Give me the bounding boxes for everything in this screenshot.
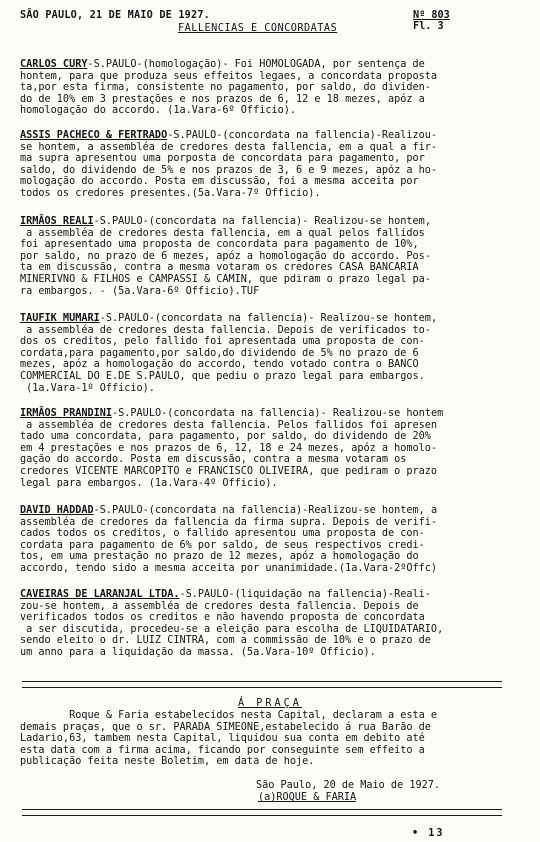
notice-line: Roque & Faria estabelecidos nesta Capital, declaram a esta e <box>20 710 438 721</box>
notice-line: Ladario,63, tambem nesta Capital, liquidou sua conta em debito até <box>20 733 425 745</box>
divider-rule <box>22 687 502 688</box>
bulletin-date: SÃO PAULO, 21 DE MAIO DE 1927. <box>20 10 211 21</box>
entry-carlos-cury <box>20 59 494 117</box>
entry-name: DAVID HADDAD <box>20 505 94 516</box>
footer-mark: • 13 <box>412 828 445 839</box>
entry-line: homologação do accordo. (1a.Vara-6º Officio). <box>20 105 297 117</box>
notice-line: demais praças, que o sr. PARADA SIMEONE,estabelecido á rua Barão de <box>20 721 431 733</box>
entry-irmaos-reali <box>20 216 494 297</box>
page-folio: Fl. 3 <box>413 21 444 32</box>
entry-line: a assembléa de credores desta fallencia. Pelos fallidos foi apresen <box>20 419 438 431</box>
entry-first-line: -S.PAULO-(concordata na fallencia)-Realizou- <box>167 130 438 141</box>
entry-line: tos, em uma prestação no prazo de 12 mezes, apóz a homologação do <box>20 551 419 563</box>
entry-name: ASSIS PACHECO & FERTRADO <box>20 130 168 141</box>
entry-line: mezes, apóz a homologação do accordo, tendo votado contra o BANCO <box>20 359 419 371</box>
divider-rule <box>22 809 502 810</box>
entry-line: sendo eleito o dr. LUIZ CINTRA, com a commissão de 10% e o prazo de <box>20 635 431 647</box>
entry-name: TAUFIK MUMARI <box>20 313 100 324</box>
entry-line: cados todos os creditos, o fallido apresentou uma proposta de con- <box>20 528 425 540</box>
entry-line: cordata,para pagamento,por saldo,do dividendo de 5% no prazo de 6 <box>20 347 419 359</box>
entry-line: a assembléa de credores desta fallencia, em a qual pelos fallidos <box>20 227 425 239</box>
entry-line: um anno para a liquidação da massa. (5a.Vara-10º Officio). <box>20 646 376 658</box>
entry-line: assembléa de credores da fallencia da firma supra. Depois de verifi- <box>20 516 438 528</box>
divider-rule <box>22 681 502 682</box>
entry-first-line: -S.PAULO-(concordata na fallencia)- Realizou-se hontem <box>112 408 444 419</box>
entry-line: ta em discussão, contra a mesma votaram os credores CASA BANCARIA <box>20 262 419 274</box>
entry-line: saldo, do dividendo de 5% e nos prazos de 3, 6 e 9 mezes, apóz a ho- <box>20 164 438 176</box>
entry-line: zou-se hontem, a assembléa de credores desta fallencia. Depois de <box>20 600 419 612</box>
entry-first-line: -S.PAULO-(concordata na fallencia)- Realizou-se hontem, <box>93 216 431 227</box>
entry-taufik-mumari <box>20 313 494 394</box>
entry-line: accordo, tendo sido a mesma acceita por unanimidade.(1a.Vara-2ºOffc) <box>20 562 438 574</box>
entry-name: IRMÃOS PRANDINI <box>20 408 113 419</box>
entry-line: verificados todos os creditos e não havendo proposta de concordata <box>20 612 425 624</box>
entry-name: CAVEIRAS DE LARANJAL LTDA. <box>20 589 180 600</box>
entry-assis-pacheco <box>20 130 494 200</box>
entry-line: credores VICENTE MARCOPITO e FRANCISCO OLIVEIRA, que pediram o prazo <box>20 465 438 477</box>
entry-line: tado uma concordata, para pagamento, por saldo, do dividendo de 20% <box>20 431 431 443</box>
entry-line: a ser discutida, procedeu-se a eleição para escolha de LIQUIDATARIO, <box>20 623 444 635</box>
entry-david-haddad <box>20 505 494 575</box>
entry-first-line: -S.PAULO-(homologação)- Foi HOMOLOGADA, por sentença de <box>87 59 425 70</box>
entry-line: (1a.Vara-1º Officio). <box>20 382 155 394</box>
notice-body <box>20 710 500 768</box>
entry-line: ra embargos. - (5a.Vara-6º Officio).TUF <box>20 285 260 297</box>
entry-line: a assembléa de credores desta fallencia. Depois de verificados to- <box>20 324 431 336</box>
entry-line: se hontem, a assembléa de credores desta fallencia, em a qual a fir- <box>20 141 438 153</box>
entry-line: todos os credores presentes.(5a.Vara-7º Officio). <box>20 187 321 199</box>
entry-line: hontem, para que produza seus effeitos legaes, a concordata proposta <box>20 70 438 82</box>
entry-line: do de 10% em 3 prestações e nos prazos de 6, 12 e 18 mezes, apóz a <box>20 93 425 105</box>
entry-line: mologação do accordo. Posta em discussão, foi a mesma acceita por <box>20 176 419 188</box>
entry-line: COMMERCIAL DO E.DE S.PAULO, que pediu o prazo legal para embargos. <box>20 370 425 382</box>
entry-line: foi apresentado uma proposta de concordata para pagamento de 10%, <box>20 239 419 251</box>
entry-line: por saldo, no prazo de 6 mezes, apóz a homologação do accordo. Pos- <box>20 250 431 262</box>
notice-line: esta data com a firma acima, ficando por conseguinte sem effeito a <box>20 744 425 756</box>
notice-title: Á PRAÇA <box>238 698 302 709</box>
entry-line: cordata para pagamento de 6% por saldo, de seus respectivos credi- <box>20 539 425 551</box>
bulletin-number: Nº 803 <box>413 10 450 21</box>
entry-first-line: -S.PAULO-(concordata na fallencia)-Realizou-se hontem, a <box>93 505 438 516</box>
entry-irmaos-prandini <box>20 408 494 489</box>
notice-date: São Paulo, 20 de Maio de 1927. <box>256 780 441 791</box>
entry-line: ma supra apresentou uma porposta de concordata para pagamento, por <box>20 153 425 165</box>
entry-name: CARLOS CURY <box>20 59 88 70</box>
entry-line: em 4 prestações e nos prazos de 6, 12, 18 e 24 mezes, apóz a homolo- <box>20 442 438 454</box>
entry-caveiras-de-laranjal <box>20 589 494 659</box>
entry-first-line: -S.PAULO-(concordata na fallencia)- Realizou-se hontem, <box>99 313 438 324</box>
divider-rule <box>22 815 502 816</box>
entry-line: dos os creditos, pelo fallido foi apresentada uma proposta de con- <box>20 336 425 348</box>
notice-signature: (a)ROQUE & FARIA <box>258 792 357 803</box>
entry-name: IRMÃOS REALI <box>20 216 94 227</box>
entry-line: MINERIVNO & FILHOS e CAMPASSI & CAMIN, que pdiram o prazo legal pa- <box>20 273 431 285</box>
entry-first-line: -S.PAULO-(liquidação na fallencia)-Reali- <box>179 589 431 600</box>
entry-line: ta,por esta firma, consistente no pagamento, por saldo, do dividen- <box>20 82 431 94</box>
section-title: FALLENCIAS E CONCORDATAS <box>178 23 338 34</box>
notice-line: publicação feita neste Boletim, em data de hoje. <box>20 756 315 768</box>
entry-line: legal para embargos. (1a.Vara-4º Officio). <box>20 477 278 489</box>
entry-line: gação do accordo. Posta em discussão, contra a mesma votaram os <box>20 454 407 466</box>
